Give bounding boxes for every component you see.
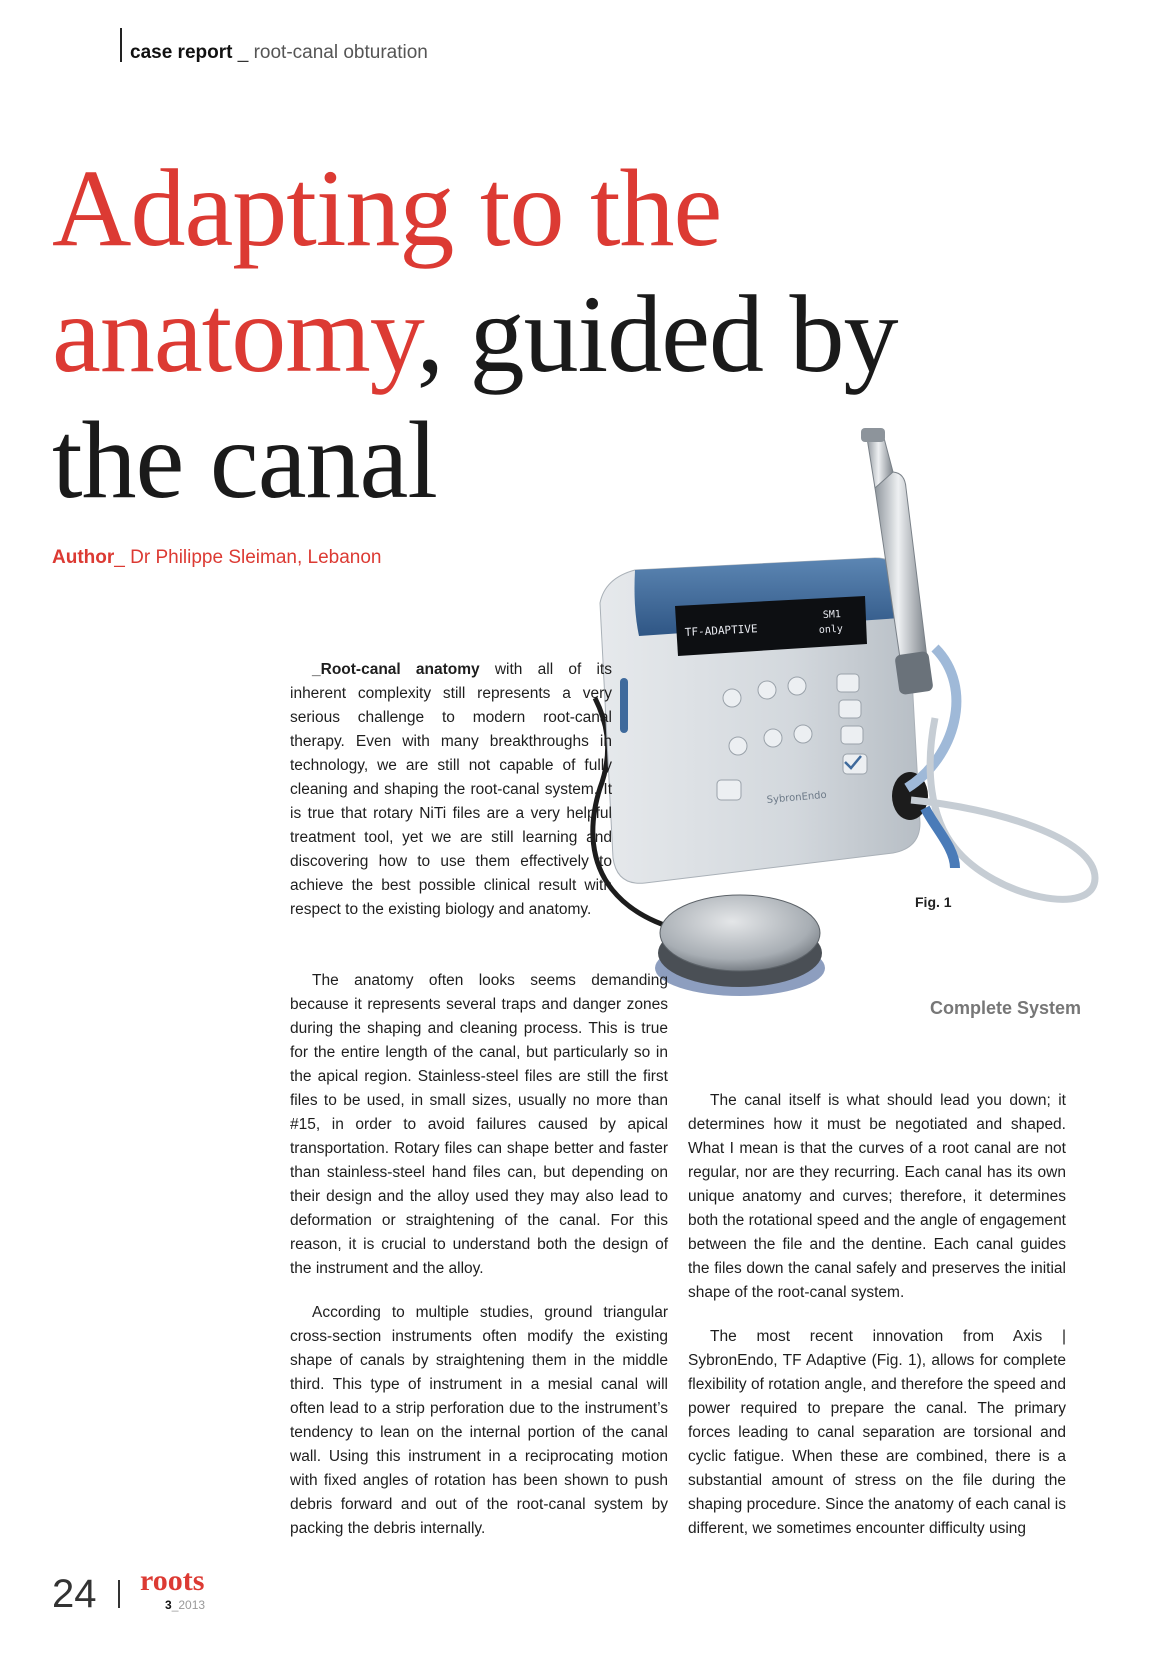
title-red-line1: Adapting to the	[52, 147, 722, 269]
footer-divider	[118, 1580, 120, 1608]
paragraph-1-text: with all of its inherent complexity still represents a very serious challenge to modern root-canal therapy. Even with many breakthroughs in technology, we are still not capable of fully cleaning and shaping the root-canal system. It is true that rotary NiTi files are a very helpful treatment tool, yet we are still learning and discovering how to use them effectively to achieve the best possible clinical result with respect to the existing biology and anatomy.	[290, 661, 612, 918]
author-name: Dr Philippe Sleiman, Lebanon	[130, 547, 382, 568]
paragraph-1-lead: _Root-canal anatomy	[312, 661, 480, 678]
hose-loop	[911, 718, 1095, 899]
title-dark-line3: the canal	[52, 399, 437, 521]
lcd-line1: TF-ADAPTIVE	[684, 622, 758, 639]
magazine-logo: roots	[140, 1564, 205, 1597]
paragraph-1	[290, 658, 612, 922]
lcd-line2a: SM1	[822, 609, 842, 621]
section-header	[120, 28, 428, 62]
title-dark-line2: , guided by	[416, 273, 898, 395]
author-line	[52, 547, 382, 569]
issue-info	[165, 1598, 205, 1612]
device-figure	[575, 428, 1145, 1058]
figure-caption: Complete System	[930, 998, 1082, 1018]
figure-label: Fig. 1	[915, 894, 952, 910]
device-brand: SybronEndo	[766, 789, 828, 806]
title-red-line2: anatomy	[52, 273, 417, 395]
paragraph-2: The anatomy often looks seems demanding because it represents several traps and danger zones during the shaping and cleaning process. This is true for the entire length of the canal, but particularly so in the apical region. Stainless-steel files are still the first files to be used, in small sizes, usually no more than #15, in order to avoid failures caused by apical transportation. Rotary files can shape better and faster than stainless-steel hand files can, but depending on their design and the alloy used they may also lead to deformation or straightening of the canal. For this reason, it is crucial to understand both the design of the instrument and the alloy.	[290, 972, 668, 1277]
paragraph-5: The most recent innovation from Axis | SybronEndo, TF Adaptive (Fig. 1), allows for complete flexibility of rotation angle, and therefore the speed and power required to prepare the canal. The primary forces leading to canal separation are torsional and cyclic fatigue. When these are combined, there is a substantial amount of stress on the file during the shaping procedure. Since the anatomy of each canal is different, we sometimes encounter difficulty using	[688, 1328, 1066, 1537]
foot-pedal	[655, 895, 825, 996]
console-unit	[600, 558, 928, 883]
section-label: case report	[130, 42, 233, 63]
issue-year: _2013	[171, 1598, 206, 1612]
header-separator: _	[232, 42, 254, 63]
author-label: Author	[52, 547, 115, 568]
paragraph-3: According to multiple studies, ground triangular cross-section instruments often modify the existing shape of canals by straightening them in the middle third. This type of instrument in a mesial canal will often lead to a strip perforation due to the instrument’s tendency to lean on the internal portion of the canal wall. Using this instrument in a reciprocating motion with fixed angles of rotation has been shown to push debris forward and out of the root-canal system by packing the debris internally.	[290, 1304, 668, 1537]
issue-number: 3	[165, 1598, 172, 1612]
page-number: 24	[52, 1572, 97, 1616]
author-separator: _	[114, 547, 131, 568]
section-topic: root-canal obturation	[253, 42, 428, 63]
paragraph-4: The canal itself is what should lead you down; it determines how it must be negotiated and shaped. What I mean is that the curves of a root canal are not regular, nor are they recurring. Each canal has its own unique anatomy and curves; therefore, it determines both the rotational speed and the angle of engagement between the file and the dentine. Each canal guides the files down the canal safely and preserves the initial shape of the root-canal system.	[688, 1092, 1066, 1301]
lcd-line2b: only	[818, 623, 844, 636]
